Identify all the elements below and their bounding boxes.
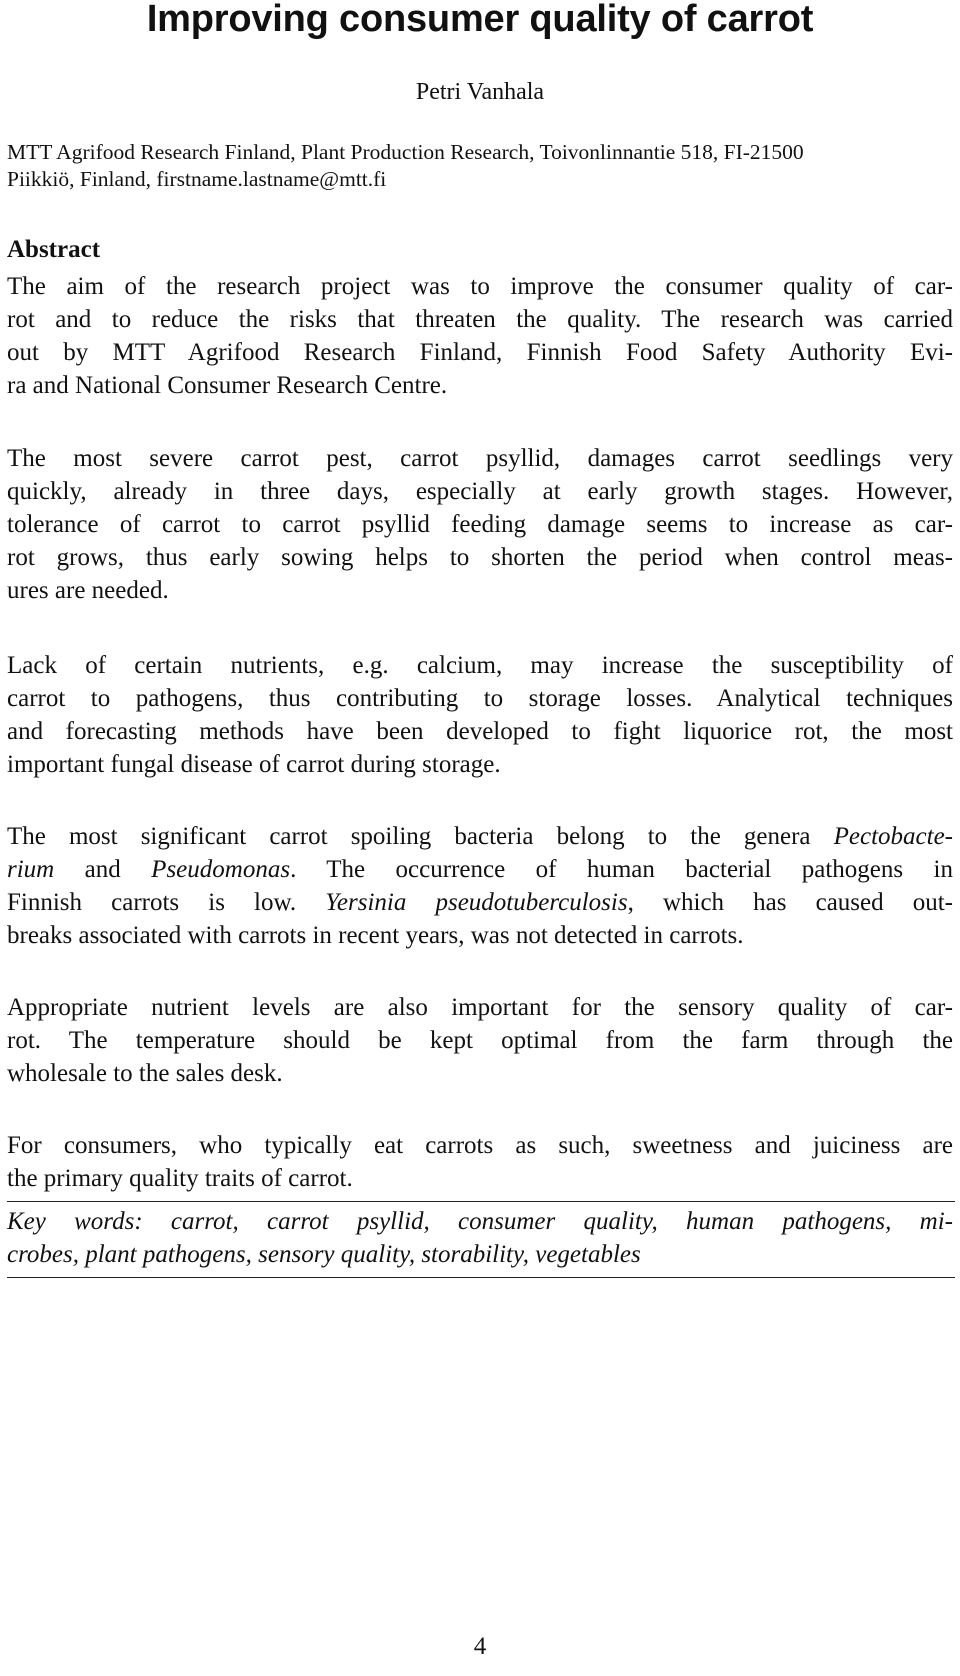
abstract-paragraph [7,1129,953,1195]
text-segment: . The occurrence of human bacterial pathogens in [290,856,953,883]
genus-name: rium [7,856,55,883]
text-line: Appropriate nutrient levels are also important for the sensory quality of car- [7,994,953,1021]
keywords-block [7,1205,953,1271]
text-line: breaks associated with carrots in recent years, was not detected in carrots. [7,922,744,949]
affiliation-line: Piikkiö, Finland, firstname.lastname@mtt.fi [7,167,387,191]
text-line [7,820,953,853]
text-line: the primary quality traits of carrot. [7,1165,353,1192]
keywords-bottom-rule [7,1277,955,1278]
text-line: carrot to pathogens, thus contributing to storage losses. Analytical techniques [7,685,953,712]
text-line: quickly, already in three days, especially at early growth stages. However, [7,478,953,505]
keywords-line: Key words: carrot, carrot psyllid, consumer quality, human pathogens, mi- [7,1208,953,1235]
text-segment: The most significant carrot spoiling bacteria belong to the genera [7,823,834,850]
text-segment: , which has caused out- [627,889,954,916]
text-line: Lack of certain nutrients, e.g. calcium, may increase the susceptibility of [7,652,953,679]
genus-name: Pectobacte- [833,823,953,850]
species-name: Yersinia pseudotuberculosis [325,889,628,916]
abstract-paragraph [7,649,953,781]
text-line: out by MTT Agrifood Research Finland, Finnish Food Safety Authority Evi- [7,339,953,366]
keywords-line: crobes, plant pathogens, sensory quality, storability, vegetables [7,1241,641,1268]
text-line: ures are needed. [7,577,169,604]
text-line: rot. The temperature should be kept optimal from the farm through the [7,1027,953,1054]
text-line [7,886,953,919]
text-line: rot and to reduce the risks that threaten the quality. The research was carried [7,306,953,333]
genus-name: Pseudomonas [151,856,291,883]
abstract-heading: Abstract [7,236,101,263]
text-line: and forecasting methods have been developed to fight liquorice rot, the most [7,718,953,745]
affiliation-line: MTT Agrifood Research Finland, Plant Production Research, Toivonlinnantie 518, FI-21500 [7,140,804,164]
page-number: 4 [473,1633,487,1660]
text-line: The most severe carrot pest, carrot psyllid, damages carrot seedlings very [7,445,953,472]
text-line: The aim of the research project was to improve the consumer quality of car- [7,273,953,300]
abstract-paragraph [7,270,953,402]
text-segment: Finnish carrots is low. [7,889,326,916]
text-line: For consumers, who typically eat carrots as such, sweetness and juiciness are [7,1132,953,1159]
paper-title: Improving consumer quality of carrot [146,0,814,40]
text-line [7,853,953,886]
author-name: Petri Vanhala [415,79,545,105]
text-line: ra and National Consumer Research Centre. [7,372,448,399]
text-line: wholesale to the sales desk. [7,1060,283,1087]
text-segment: and [54,856,152,883]
abstract-paragraph [7,820,953,952]
text-line: tolerance of carrot to carrot psyllid feeding damage seems to increase as car- [7,511,953,538]
keywords-top-rule [7,1201,955,1202]
abstract-paragraph [7,991,953,1090]
text-line: important fungal disease of carrot during storage. [7,751,501,778]
author-affiliation [7,139,952,193]
text-line: rot grows, thus early sowing helps to shorten the period when control meas- [7,544,953,571]
abstract-paragraph [7,442,953,607]
